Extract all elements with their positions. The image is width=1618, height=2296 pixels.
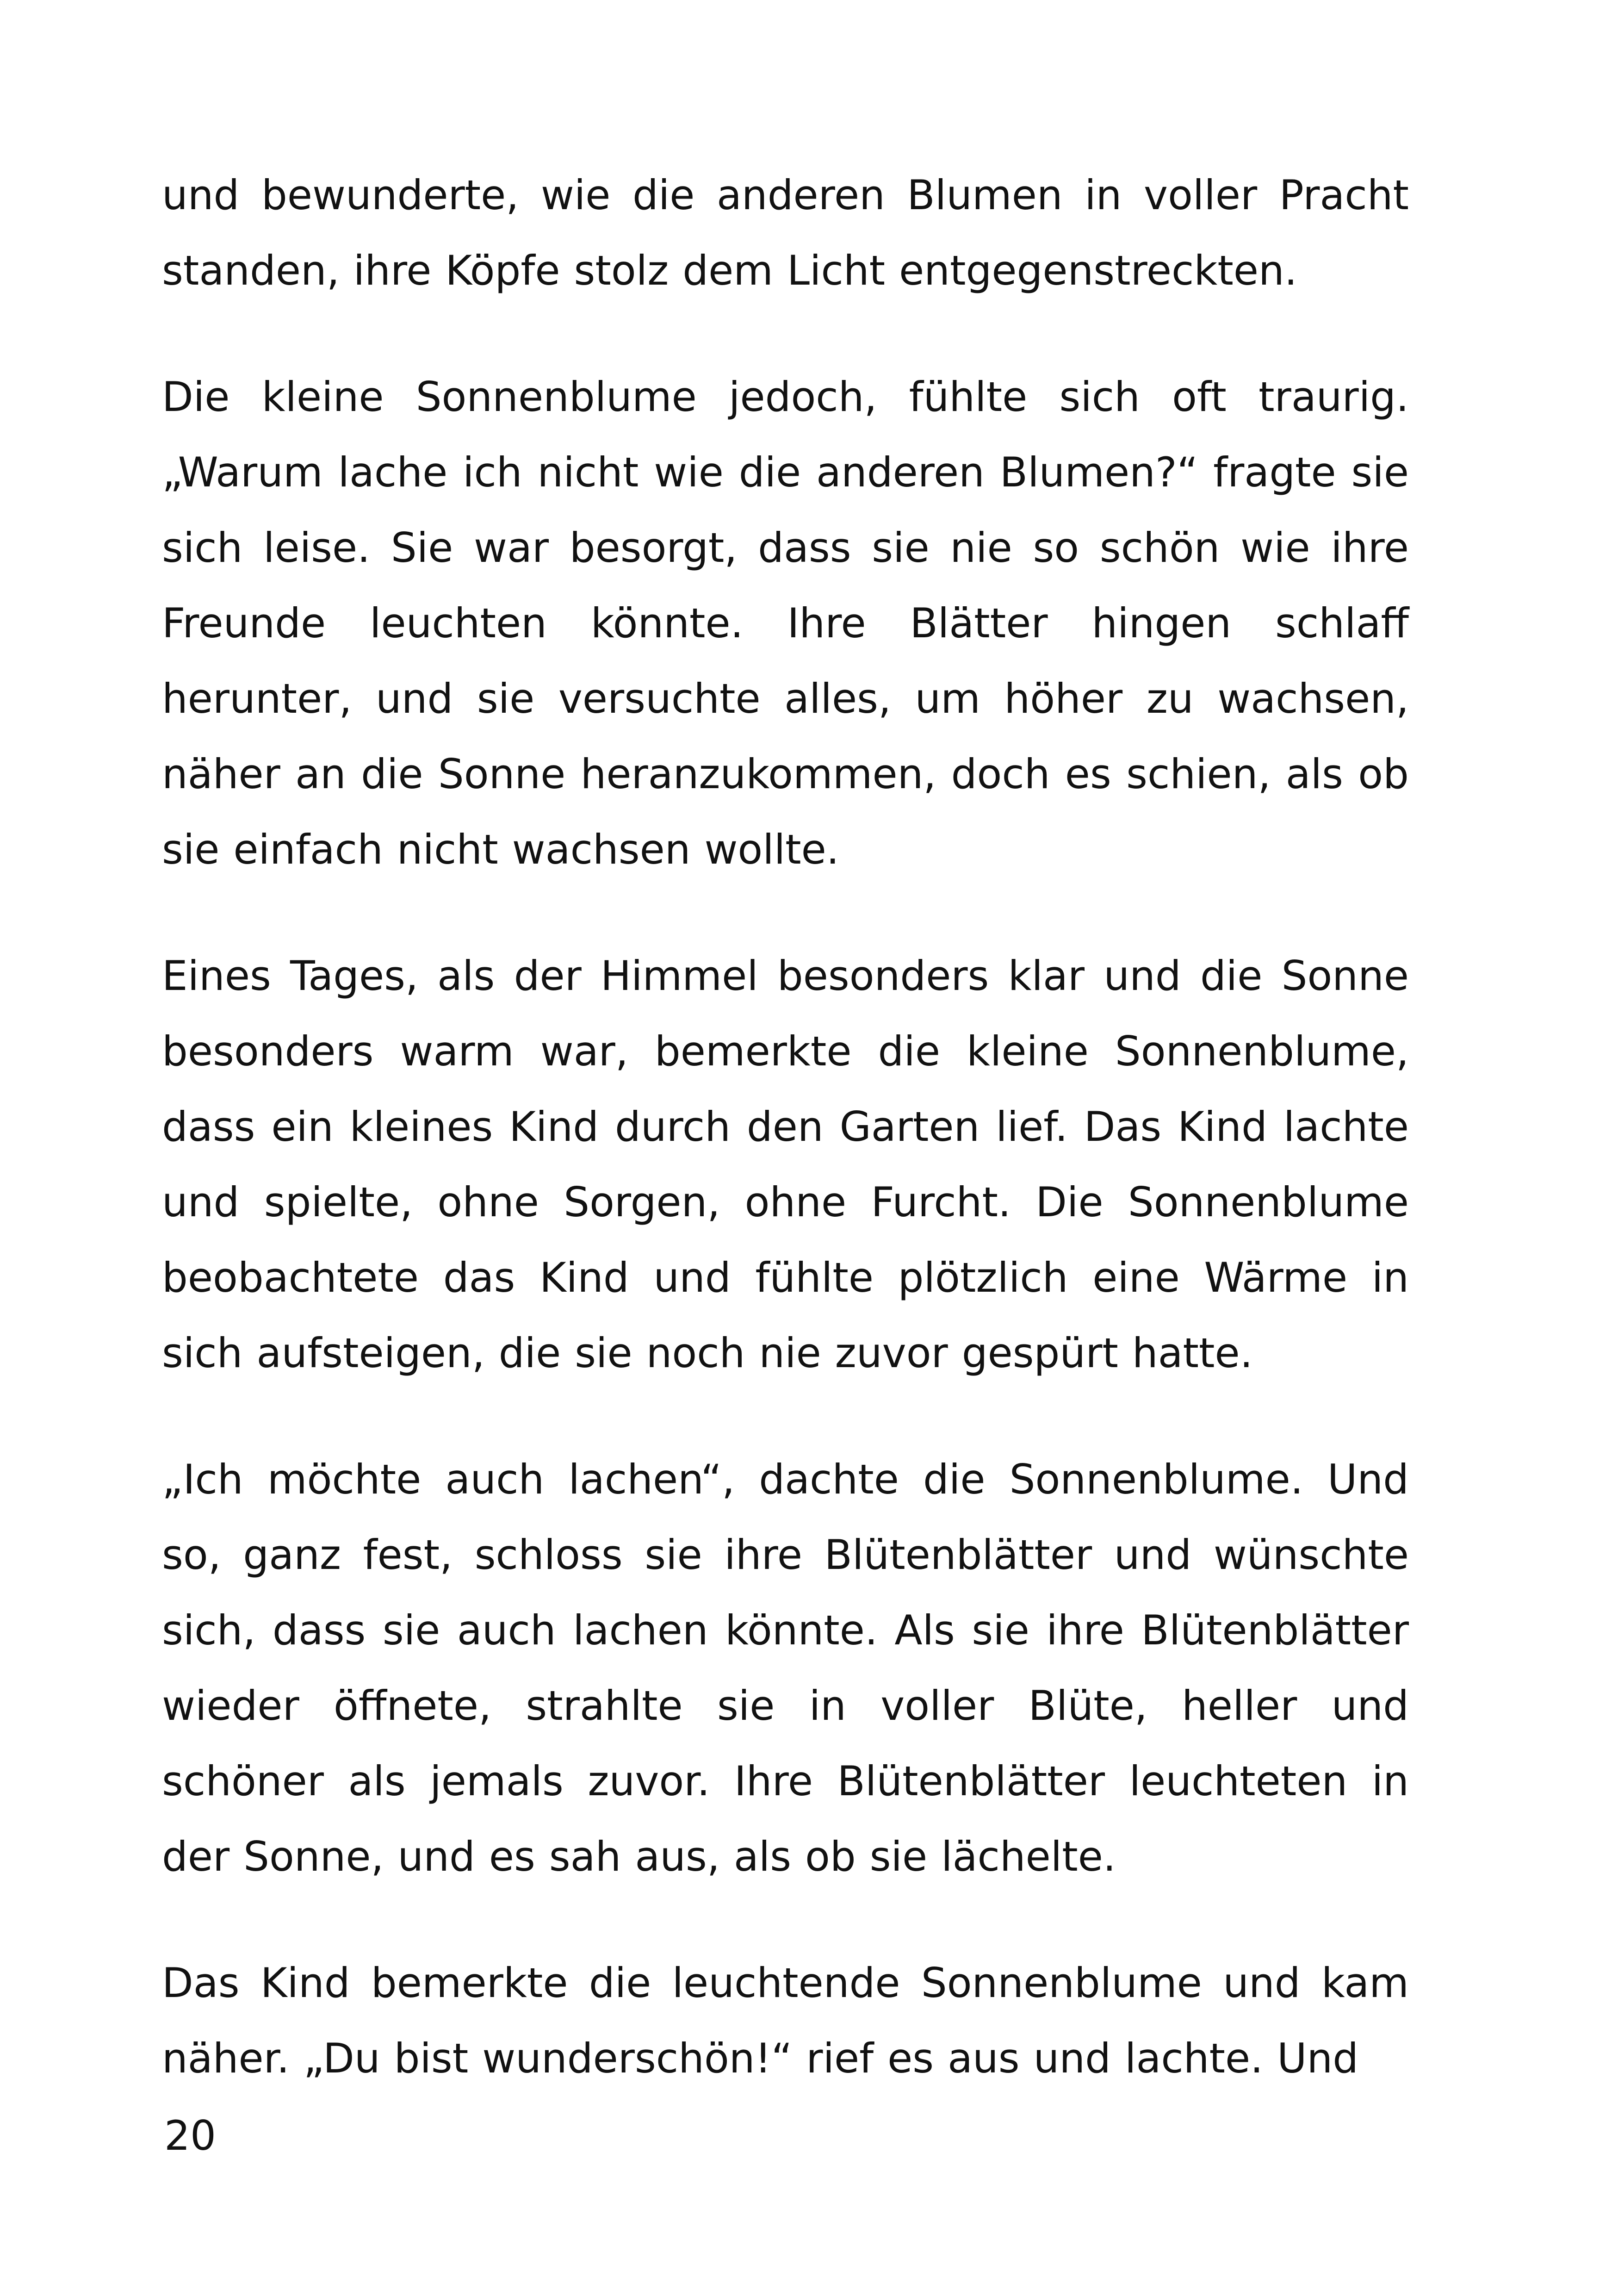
body-text: [162, 157, 1409, 2096]
paragraph-4: „Ich möchte auch lachen“, dachte die Sonnenblume. Und so, ganz fest, schloss sie ihre Blütenblätter und wünschte sich, dass sie auch lachen könnte. Als sie ihre Blütenblätter wieder öffnete, strahlte sie in voller Blüte, heller und schöner als jemals zuvor. Ihre Blütenblätter leuchteten in der Sonne, und es sah aus, als ob sie lächelte.: [162, 1456, 1409, 1880]
page-number: 20: [164, 2112, 216, 2159]
paragraph-1: und bewunderte, wie die anderen Blumen in voller Pracht standen, ihre Köpfe stolz dem Licht entgegenstreckten.: [162, 171, 1409, 294]
paragraph-5: Das Kind bemerkte die leuchtende Sonnenblume und kam näher. „Du bist wunderschön!“ rief es aus und lachte. Und: [162, 1959, 1409, 2082]
paragraph-3: Eines Tages, als der Himmel besonders klar und die Sonne besonders warm war, bemerkte die kleine Sonnenblume, dass ein kleines Kind durch den Garten lief. Das Kind lachte und spielte, ohne Sorgen, ohne Furcht. Die Sonnenblume beobachtete das Kind und fühlte plötzlich eine Wärme in sich aufsteigen, die sie noch nie zuvor gespürt hatte.: [162, 952, 1409, 1377]
paragraph-2: Die kleine Sonnenblume jedoch, fühlte sich oft traurig. „Warum lache ich nicht wie die anderen Blumen?“ fragte sie sich leise. Sie war besorgt, dass sie nie so schön wie ihre Freunde leuchten könnte. Ihre Blätter hingen schlaff herunter, und sie versuchte alles, um höher zu wachsen, näher an die Sonne heranzukommen, doch es schien, als ob sie einfach nicht wachsen wollte.: [162, 373, 1409, 873]
